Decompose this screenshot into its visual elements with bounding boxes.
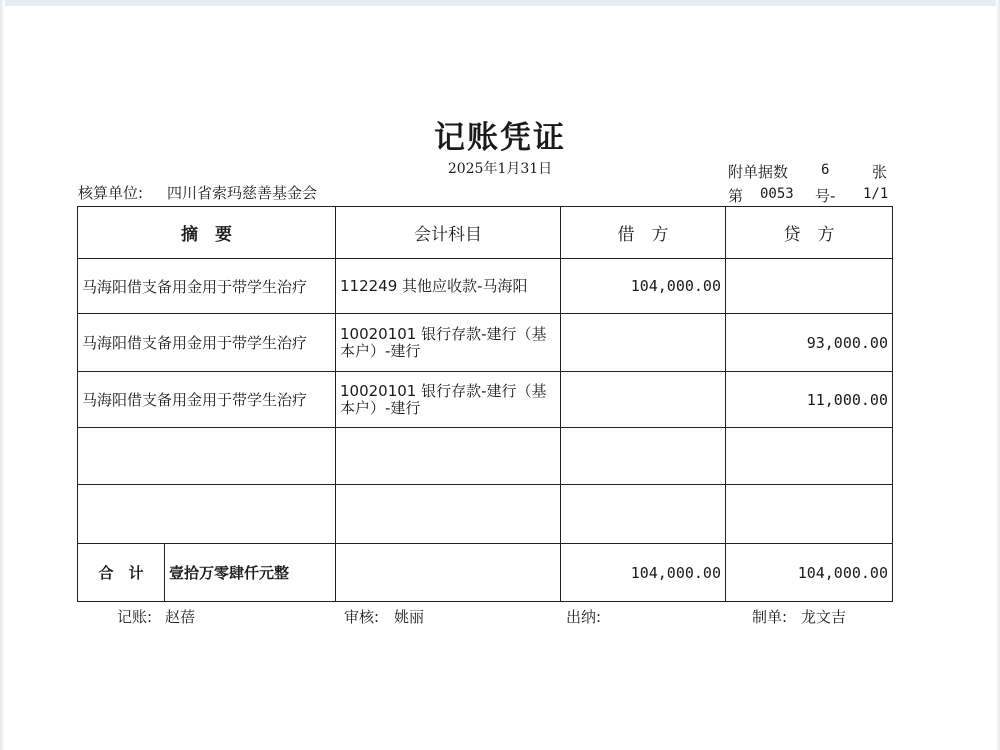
voucher-no-suffix: 号-: [815, 187, 836, 205]
total-cell: [78, 544, 336, 602]
row-account: 10020101 银行存款-建行（基本户）-建行: [336, 314, 561, 372]
row-debit: [561, 372, 726, 428]
total-label: 合 计: [98, 564, 144, 582]
row-summary: 马海阳借支备用金用于带学生治疗: [78, 372, 336, 428]
preparer-label: 制单:: [752, 608, 788, 626]
voucher-title: 记账凭证: [434, 120, 566, 156]
total-account-cell: [336, 544, 561, 602]
empty-cell: [78, 428, 336, 485]
voucher-no-prefix: 第: [728, 187, 744, 205]
row-credit: 11,000.00: [726, 372, 893, 428]
total-debit: 104,000.00: [561, 544, 726, 602]
attachment-label: 附单据数: [728, 163, 789, 181]
row-credit: 93,000.00: [726, 314, 893, 372]
empty-cell: [726, 485, 893, 544]
table-row: [78, 314, 893, 372]
empty-cell: [726, 428, 893, 485]
bookkeeper-name: 赵蓓: [165, 608, 196, 626]
bookkeeper-label: 记账:: [117, 608, 153, 626]
table-header-row: [78, 207, 893, 259]
reviewer-label: 审核:: [344, 608, 380, 626]
attachment-count: 6: [821, 162, 830, 178]
voucher-table: [77, 206, 893, 602]
table-row: [78, 259, 893, 314]
scan-edge-top: [0, 0, 1000, 6]
voucher-date: 2025年1月31日: [447, 161, 553, 177]
voucher-number: 0053: [760, 186, 794, 202]
row-account: 10020101 银行存款-建行（基本户）-建行: [336, 372, 561, 428]
row-debit: [561, 314, 726, 372]
header-debit: 借 方: [561, 207, 726, 259]
empty-cell: [78, 485, 336, 544]
total-row: [78, 544, 893, 602]
table-row: [78, 372, 893, 428]
voucher-page: 1/1: [863, 186, 889, 202]
empty-cell: [336, 485, 561, 544]
header-summary: 摘 要: [78, 207, 336, 259]
total-credit: 104,000.00: [726, 544, 893, 602]
header-account: 会计科目: [336, 207, 561, 259]
header-credit: 贷 方: [726, 207, 893, 259]
attachment-unit: 张: [872, 163, 888, 181]
preparer-name: 龙文吉: [801, 608, 847, 626]
table-row-empty: [78, 428, 893, 485]
row-credit: [726, 259, 893, 314]
row-summary: 马海阳借支备用金用于带学生治疗: [78, 259, 336, 314]
row-account: 112249 其他应收款-马海阳: [336, 259, 561, 314]
row-summary: 马海阳借支备用金用于带学生治疗: [78, 314, 336, 372]
unit-label: 核算单位:: [78, 184, 144, 202]
total-uppercase-amount: 壹拾万零肆仟元整: [169, 564, 290, 582]
cashier-label: 出纳:: [566, 608, 602, 626]
reviewer-name: 姚丽: [394, 608, 425, 626]
empty-cell: [561, 428, 726, 485]
table-row-empty: [78, 485, 893, 544]
row-debit: 104,000.00: [561, 259, 726, 314]
unit-name: 四川省索玛慈善基金会: [167, 184, 318, 202]
empty-cell: [561, 485, 726, 544]
empty-cell: [336, 428, 561, 485]
